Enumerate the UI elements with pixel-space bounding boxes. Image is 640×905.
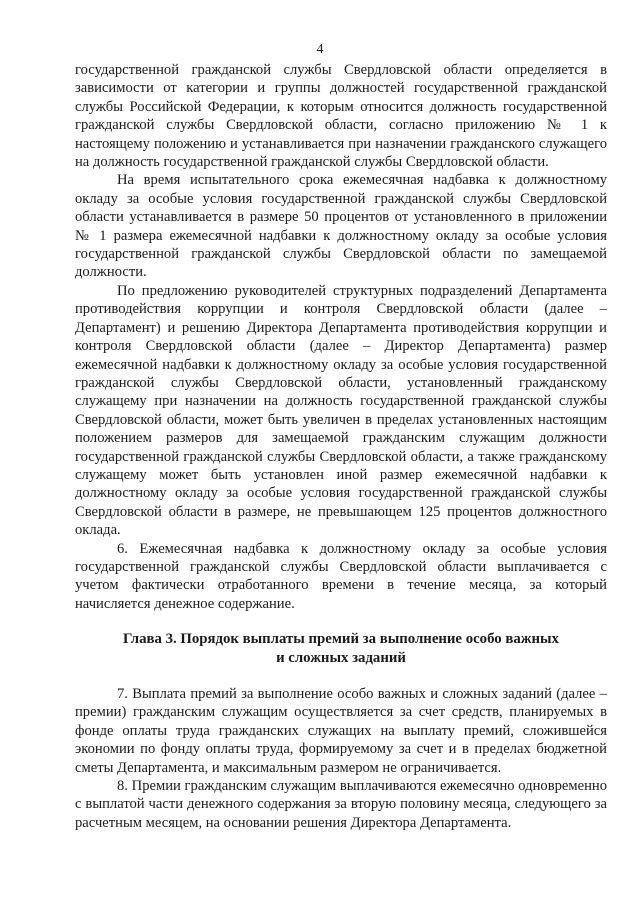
- paragraph-allowance-increase: По предложению руководителей структурных подразделений Департамента противодействия коррупции и контроля Свердловской области (далее – Департамент) и решению Директора Департамента противодействия коррупции и контроля Свердловской области (далее – Директор Департамента) размер ежемесячной надбавки к должностному окладу за особые условия государственной гражданской службы Свердловской области, установленный гражданскому служащему при назначении на должность государственной гражданской службы Свердловской области, может быть увеличен в пределах установленных настоящим положением размеров для замещаемой гражданским служащим должности государственной гражданской службы Свердловской области, а также гражданскому служащему может быть установлен иной размер ежемесячной надбавки к должностному окладу за особые условия государственной гражданской службы Свердловской области в размере, не превышающем 125 процентов должностного оклада.: [75, 282, 607, 539]
- paragraph-probation-allowance: На время испытательного срока ежемесячная надбавка к должностному окладу за особые условия государственной гражданской службы Свердловской области устанавливается в размере 50 процентов от установленного в приложении № 1 размера ежемесячной надбавки к должностному окладу за особые условия государственной гражданской службы Свердловской области по замещаемой должности.: [75, 172, 607, 281]
- paragraph-continuation: государственной гражданской службы Свердловской области определяется в зависимости от категории и группы должностей государственной гражданской службы Российской Федерации, к которым относится должность государственной гражданской службы Свердловской области, согласно приложению № 1 к настоящему положению и устанавливается при назначении гражданского служащего на должность государственной гражданской службы Свердловской области.: [75, 62, 607, 171]
- page-number: 4: [316, 42, 324, 57]
- paragraph-item-7: 7. Выплата премий за выполнение особо важных и сложных заданий (далее – премии) гражданским служащим осуществляется за счет средств, планируемых в фонде оплаты труда гражданских служащих на выплату премий, сложившейся экономии по фонду оплаты труда, формируемому за счет и в пределах бюджетной сметы Департамента, и максимальным размером не ограничивается.: [75, 686, 607, 776]
- paragraph-item-8: 8. Премии гражданским служащим выплачиваются ежемесячно одновременно с выплатой части денежного содержания за вторую половину месяца, следующего за расчетным месяцем, на основании решения Директора Департамента.: [75, 778, 607, 831]
- chapter-3-heading: [75, 630, 607, 667]
- chapter-3-heading-line-2: и сложных заданий: [276, 649, 406, 666]
- document-body: [75, 61, 607, 832]
- paragraph-item-6: 6. Ежемесячная надбавка к должностному окладу за особые условия государственной гражданской службы Свердловской области выплачивается с учетом фактически отработанного времени в течение месяца, за который начисляется денежное содержание.: [75, 540, 607, 612]
- chapter-3-heading-line-1: Глава 3. Порядок выплаты премий за выполнение особо важных: [123, 631, 559, 648]
